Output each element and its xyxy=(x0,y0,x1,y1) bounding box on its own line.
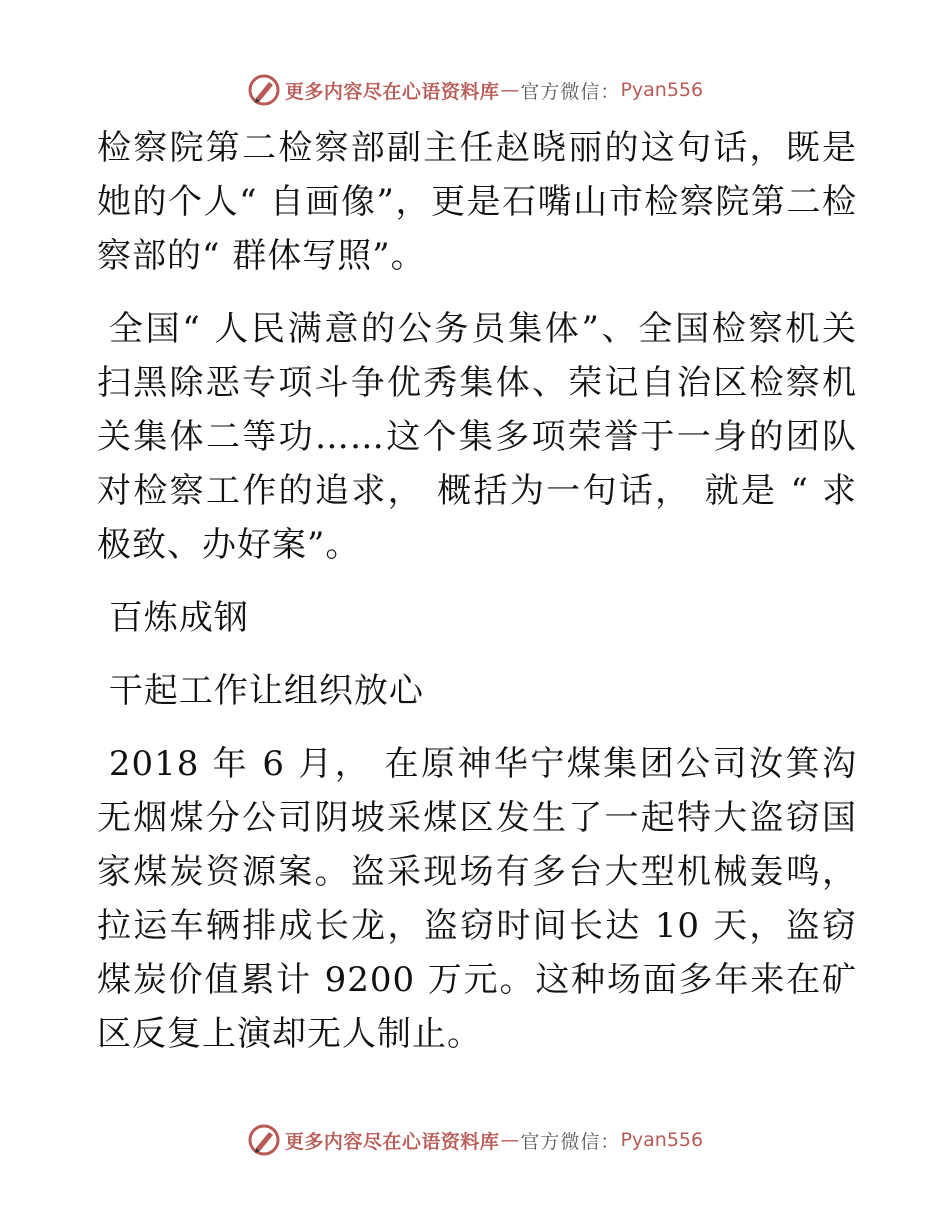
banner-dash: — xyxy=(500,79,520,101)
section-heading-2: 干起工作让组织放心 xyxy=(108,671,424,711)
banner-wechat-id: Pyan556 xyxy=(620,79,704,101)
banner-text: 更多内容尽在心语资料库 xyxy=(284,1130,500,1153)
banner-label: 官方微信： xyxy=(520,80,621,103)
paragraph-1: 检察院第二检察部副主任赵晓丽的这句话，既是她的个人“ 自画像”，更是石嘴山市检察院第二检察部的“ 群体写照”。 xyxy=(97,128,857,276)
pen-logo-icon xyxy=(247,73,281,107)
banner-wechat-id: Pyan556 xyxy=(620,1129,704,1151)
paragraph-3: 2018 年 6 月， 在原神华宁煤集团公司汝箕沟无烟煤分公司阴坡采煤区发生了一起特大盗窃国家煤炭资源案。盗采现场有多台大型机械轰鸣，拉运车辆排成长龙，盗窃时间长达 10 天，盗窃煤炭价值累计 9200 万元。这种场面多年来在矿区反复上演却无人制止。 xyxy=(97,744,857,1054)
pen-logo-icon xyxy=(247,1123,281,1157)
section-heading-1: 百炼成钢 xyxy=(108,598,249,638)
banner-text: 更多内容尽在心语资料库 xyxy=(284,80,500,103)
footer-watermark-banner xyxy=(0,1120,950,1160)
paragraph-2: 全国“ 人民满意的公务员集体”、全国检察机关扫黑除恶专项斗争优秀集体、荣记自治区检察机关集体二等功……这个集多项荣誉于一身的团队对检察工作的追求， 概括为一句话， 就是 “ 求极致、办好案”。 xyxy=(97,309,857,565)
banner-dash: — xyxy=(500,1129,520,1151)
header-watermark-banner xyxy=(0,70,950,110)
banner-label: 官方微信： xyxy=(520,1130,621,1153)
document-body xyxy=(97,121,857,1061)
